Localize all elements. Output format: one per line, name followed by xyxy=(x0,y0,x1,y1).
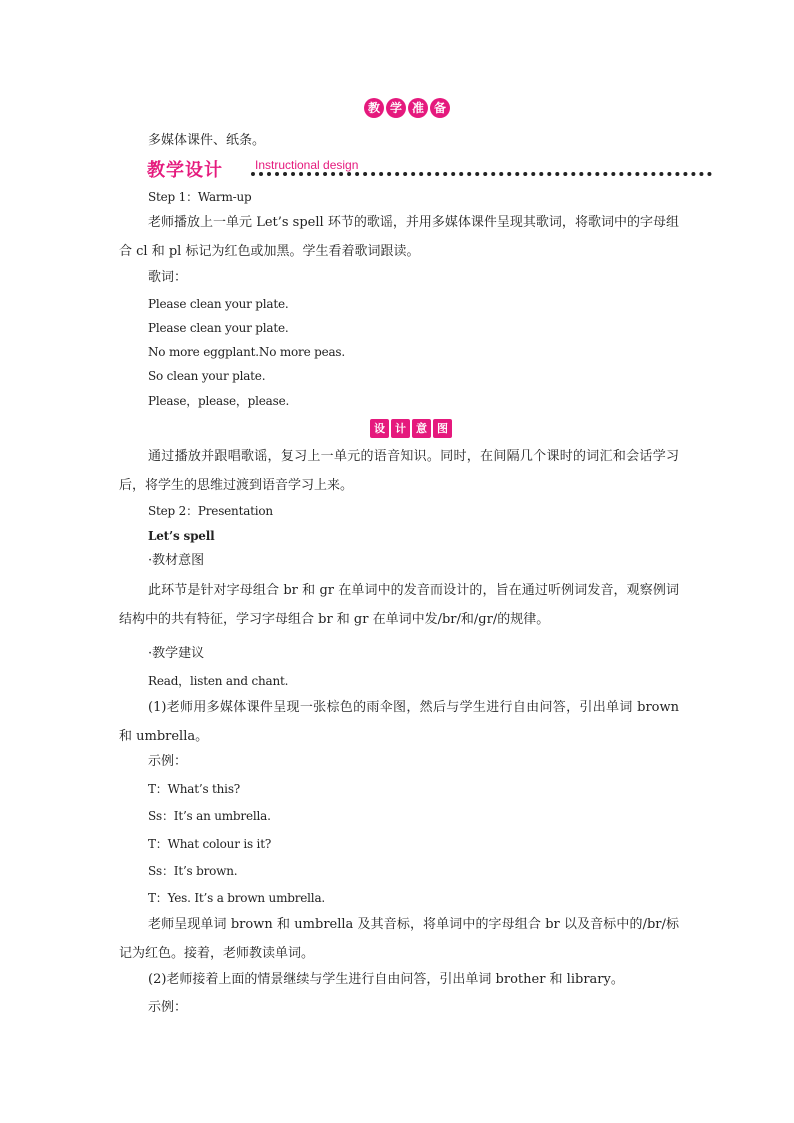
item2-line: (2)老师接着上面的情景继续与学生进行自由问答，引出单词 brother 和 library。 xyxy=(148,972,624,987)
prep-title-char: 学 xyxy=(386,98,406,118)
example-label: 示例： xyxy=(148,754,188,769)
step2-heading: Step 2：Presentation xyxy=(148,504,273,518)
item1-paragraph: (1)老师用多媒体课件呈现一张棕色的雨伞图，然后与学生进行自由问答，引出单词 brown 和 umbrella。 xyxy=(119,700,679,744)
example-label-2: 示例： xyxy=(148,1000,188,1015)
material-label: ·教材意图 xyxy=(148,553,205,568)
design-header xyxy=(147,156,712,180)
dialogue-line: Ss：It’s brown. xyxy=(148,864,238,878)
intent-paragraph: 通过播放并跟唱歌谣，复习上一单元的语音知识。同时，在间隔几个课时的词汇和会话学习后，将学生的思维过渡到语音学习上来。 xyxy=(119,449,679,493)
suggest-label: ·教学建议 xyxy=(148,646,205,661)
prep-title-char: 教 xyxy=(364,98,384,118)
dialogue-line: T：Yes. It’s a brown umbrella. xyxy=(148,891,326,905)
lyric-line: So clean your plate. xyxy=(148,369,266,383)
dotted-divider xyxy=(251,172,712,176)
activity-line: Read，listen and chant. xyxy=(148,674,289,688)
dialogue-line: T：What’s this? xyxy=(148,782,241,796)
after-paragraph: 老师呈现单词 brown 和 umbrella 及其音标，将单词中的字母组合 br 以及音标中的/br/标记为红色。接着，老师教读单词。 xyxy=(119,917,679,961)
intent-title-char: 计 xyxy=(391,419,410,438)
lyric-line: Please，please，please. xyxy=(148,394,290,408)
prep-title-char: 备 xyxy=(430,98,450,118)
step1-paragraph: 老师播放上一单元 Let’s spell 环节的歌谣，并用多媒体课件呈现其歌词，将歌词中的字母组合 cl 和 pl 标记为红色或加黑。学生看着歌词跟读。 xyxy=(119,215,679,259)
step1-heading: Step 1：Warm-up xyxy=(148,190,252,204)
lyric-line: Please clean your plate. xyxy=(148,321,289,335)
design-title-en: Instructional design xyxy=(255,158,359,172)
prep-content: 多媒体课件、纸条。 xyxy=(148,133,266,148)
lyric-line: Please clean your plate. xyxy=(148,297,289,311)
prep-title-char: 准 xyxy=(408,98,428,118)
intent-title xyxy=(370,419,452,438)
dialogue-line: T：What colour is it? xyxy=(148,837,272,851)
material-paragraph: 此环节是针对字母组合 br 和 gr 在单词中的发音而设计的，旨在通过听例词发音，观察例词结构中的共有特征，学习字母组合 br 和 gr 在单词中发/br/和/ɡr/的规律。 xyxy=(119,583,679,627)
intent-title-char: 意 xyxy=(412,419,431,438)
lyric-line: No more eggplant.No more peas. xyxy=(148,345,346,359)
design-title-cn: 教学设计 xyxy=(147,160,223,181)
step2-subheading: Let’s spell xyxy=(148,529,215,543)
intent-title-char: 图 xyxy=(433,419,452,438)
lyrics-label: 歌词： xyxy=(148,270,188,285)
prep-title xyxy=(364,98,450,118)
intent-title-char: 设 xyxy=(370,419,389,438)
dialogue-line: Ss：It’s an umbrella. xyxy=(148,809,271,823)
